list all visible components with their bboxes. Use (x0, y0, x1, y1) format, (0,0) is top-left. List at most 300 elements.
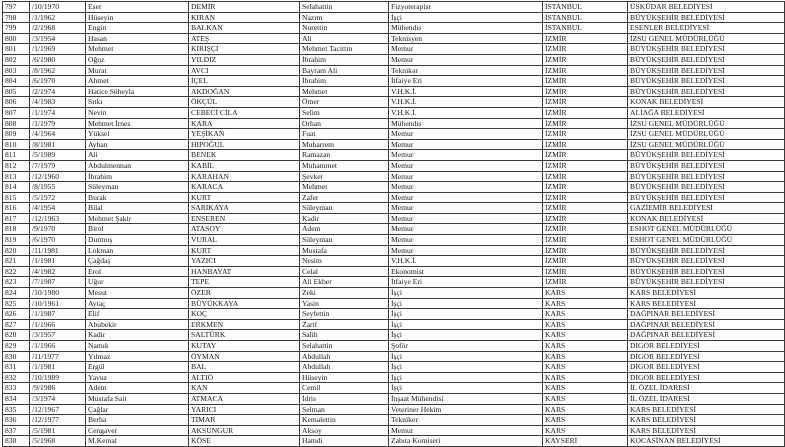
occupation-cell: Memur (389, 139, 543, 150)
first-name-cell: Lokman (86, 245, 189, 256)
first-name-cell: Aytaç (86, 298, 189, 309)
personnel-table-body (3, 2, 785, 447)
province-cell: İZMİR (543, 86, 628, 97)
occupation-cell: V.H.K.İ. (389, 256, 543, 267)
first-name-cell: Cengaver (86, 425, 189, 436)
surname-cell: İÇEL (189, 76, 300, 87)
row-number-cell: 811 (3, 150, 30, 161)
father-name-cell: Hamdi (300, 436, 389, 447)
father-name-cell: Celal (300, 266, 389, 277)
table-row (3, 12, 785, 23)
father-name-cell: Selim (300, 107, 389, 118)
occupation-cell: İşçi (389, 362, 543, 373)
institution-cell: BÜYÜKŞEHİR BELEDİYESİ (628, 160, 785, 171)
first-name-cell: Durmuş (86, 235, 189, 246)
province-cell: KARS (543, 288, 628, 299)
institution-cell: İZSU GENEL MÜDÜRLÜĞÜ (628, 129, 785, 140)
first-name-cell: Çağdaş (86, 256, 189, 267)
occupation-cell: Memur (389, 54, 543, 65)
province-cell: İZMİR (543, 33, 628, 44)
first-name-cell: Murat (86, 65, 189, 76)
surname-cell: DEMİR (189, 2, 300, 13)
institution-cell: BÜYÜKŞEHİR BELEDİYESİ (628, 54, 785, 65)
occupation-cell: İşçi (389, 372, 543, 383)
table-row (3, 362, 785, 373)
birth-date-cell: /1/1966 (30, 319, 86, 330)
table-row (3, 182, 785, 193)
father-name-cell: Süleyman (300, 235, 389, 246)
institution-cell: BÜYÜKŞEHİR BELEDİYESİ (628, 76, 785, 87)
province-cell: İZMİR (543, 139, 628, 150)
surname-cell: BÜYÜKKAYA (189, 298, 300, 309)
father-name-cell: Fuat (300, 129, 389, 140)
occupation-cell: Mühendis (389, 118, 543, 129)
row-number-cell: 821 (3, 256, 30, 267)
institution-cell: İL ÖZEL İDARESİ (628, 383, 785, 394)
surname-cell: KARACA (189, 182, 300, 193)
occupation-cell: Memur (389, 203, 543, 214)
province-cell: İZMİR (543, 192, 628, 203)
row-number-cell: 813 (3, 171, 30, 182)
occupation-cell: Veteriner Hekim (389, 404, 543, 415)
table-row (3, 150, 785, 161)
surname-cell: HIPOĞUL (189, 139, 300, 150)
surname-cell: HANBAYAT (189, 266, 300, 277)
birth-date-cell: /1/1979 (30, 118, 86, 129)
birth-date-cell: /1/1974 (30, 107, 86, 118)
institution-cell: İZSU GENEL MÜDÜRLÜĞÜ (628, 33, 785, 44)
birth-date-cell: /4/1954 (30, 203, 86, 214)
table-row (3, 266, 785, 277)
table-row (3, 107, 785, 118)
birth-date-cell: /8/1962 (30, 65, 86, 76)
table-row (3, 97, 785, 108)
province-cell: İZMİR (543, 107, 628, 118)
father-name-cell: Mehmet (300, 86, 389, 97)
row-number-cell: 807 (3, 107, 30, 118)
institution-cell: DAĞPINAR BELEDİYESİ (628, 309, 785, 320)
surname-cell: YARICI (189, 404, 300, 415)
birth-date-cell: /5/1968 (30, 436, 86, 447)
row-number-cell: 817 (3, 213, 30, 224)
institution-cell: KONAK BELEDİYESİ (628, 213, 785, 224)
province-cell: KARS (543, 383, 628, 394)
institution-cell: KONAK BELEDİYESİ (628, 97, 785, 108)
row-number-cell: 814 (3, 182, 30, 193)
institution-cell: DAĞPINAR BELEDİYESİ (628, 330, 785, 341)
occupation-cell: Tekniker (389, 415, 543, 426)
birth-date-cell: /12/1963 (30, 213, 86, 224)
father-name-cell: Ali (300, 33, 389, 44)
birth-date-cell: /7/1979 (30, 160, 86, 171)
province-cell: KARS (543, 425, 628, 436)
first-name-cell: İbrahim (86, 171, 189, 182)
first-name-cell: M.Kemal (86, 436, 189, 447)
father-name-cell: İdris (300, 393, 389, 404)
institution-cell: BÜYÜKŞEHİR BELEDİYESİ (628, 44, 785, 55)
province-cell: İZMİR (543, 235, 628, 246)
table-row (3, 393, 785, 404)
birth-date-cell: /1/1987 (30, 309, 86, 320)
surname-cell: YILDIZ (189, 54, 300, 65)
father-name-cell: Mehmet Tacittin (300, 44, 389, 55)
province-cell: İZMİR (543, 44, 628, 55)
institution-cell: ÜSKÜDAR BELEDİYESİ (628, 2, 785, 13)
table-row (3, 256, 785, 267)
birth-date-cell: /4/1983 (30, 97, 86, 108)
personnel-table (2, 1, 785, 447)
father-name-cell: Zafer (300, 192, 389, 203)
table-row (3, 235, 785, 246)
father-name-cell: Mehmet (300, 182, 389, 193)
occupation-cell: İşçi (389, 319, 543, 330)
occupation-cell: Memur (389, 129, 543, 140)
birth-date-cell: /8/1981 (30, 139, 86, 150)
institution-cell: DİGOR BELEDİYESİ (628, 372, 785, 383)
row-number-cell: 828 (3, 330, 30, 341)
surname-cell: BALKAN (189, 23, 300, 34)
first-name-cell: Adem (86, 383, 189, 394)
father-name-cell: Selahattin (300, 2, 389, 13)
birth-date-cell: /2/1974 (30, 86, 86, 97)
province-cell: İZMİR (543, 171, 628, 182)
institution-cell: KARS BELEDİYESİ (628, 425, 785, 436)
birth-date-cell: /12/1977 (30, 415, 86, 426)
father-name-cell: Muhammet (300, 160, 389, 171)
surname-cell: SALTÜRK (189, 330, 300, 341)
birth-date-cell: /5/1981 (30, 425, 86, 436)
row-number-cell: 827 (3, 319, 30, 330)
institution-cell: KARS BELEDİYESİ (628, 298, 785, 309)
table-row (3, 76, 785, 87)
birth-date-cell: /2/1968 (30, 23, 86, 34)
row-number-cell: 810 (3, 139, 30, 150)
father-name-cell: Ali Ekber (300, 277, 389, 288)
surname-cell: KUTAY (189, 341, 300, 352)
occupation-cell: İşçi (389, 330, 543, 341)
province-cell: KARS (543, 372, 628, 383)
occupation-cell: Teknisyen (389, 33, 543, 44)
father-name-cell: Ömer (300, 97, 389, 108)
occupation-cell: Memur (389, 150, 543, 161)
province-cell: İZMİR (543, 160, 628, 171)
table-row (3, 277, 785, 288)
birth-date-cell: /5/1989 (30, 150, 86, 161)
birth-date-cell: /6/1980 (30, 54, 86, 65)
first-name-cell: Ali (86, 150, 189, 161)
birth-date-cell: /1/1981 (30, 256, 86, 267)
institution-cell: DAĞPINAR BELEDİYESİ (628, 319, 785, 330)
birth-date-cell: /6/1970 (30, 235, 86, 246)
occupation-cell: Zabıta Komiseri (389, 436, 543, 447)
occupation-cell: Memur (389, 44, 543, 55)
province-cell: KARS (543, 362, 628, 373)
row-number-cell: 797 (3, 2, 30, 13)
surname-cell: ALTIÖ (189, 372, 300, 383)
table-row (3, 351, 785, 362)
surname-cell: BAL (189, 362, 300, 373)
institution-cell: KARS BELEDİYESİ (628, 404, 785, 415)
province-cell: İSTANBUL (543, 2, 628, 13)
institution-cell: BÜYÜKŞEHİR BELEDİYESİ (628, 192, 785, 203)
row-number-cell: 802 (3, 54, 30, 65)
surname-cell: KÖSE (189, 436, 300, 447)
father-name-cell: Aksoy (300, 425, 389, 436)
province-cell: İZMİR (543, 65, 628, 76)
table-row (3, 415, 785, 426)
province-cell: KAYSERİ (543, 436, 628, 447)
occupation-cell: İşçi (389, 351, 543, 362)
row-number-cell: 820 (3, 245, 30, 256)
surname-cell: SARIKAYA (189, 203, 300, 214)
surname-cell: ENSEREN (189, 213, 300, 224)
row-number-cell: 799 (3, 23, 30, 34)
first-name-cell: Nevin (86, 107, 189, 118)
row-number-cell: 801 (3, 44, 30, 55)
province-cell: KARS (543, 330, 628, 341)
first-name-cell: Erol (86, 266, 189, 277)
first-name-cell: Hasan (86, 33, 189, 44)
institution-cell: DİGOR BELEDİYESİ (628, 351, 785, 362)
surname-cell: KAN (189, 383, 300, 394)
province-cell: KARS (543, 309, 628, 320)
birth-date-cell: /1/1969 (30, 44, 86, 55)
occupation-cell: Memur (389, 192, 543, 203)
first-name-cell: Mehmet İrnes (86, 118, 189, 129)
table-row (3, 203, 785, 214)
table-row (3, 436, 785, 447)
surname-cell: ATEŞ (189, 33, 300, 44)
birth-date-cell: /5/1972 (30, 192, 86, 203)
birth-date-cell: /1/1981 (30, 362, 86, 373)
birth-date-cell: /3/1957 (30, 330, 86, 341)
occupation-cell: İşçi (389, 12, 543, 23)
province-cell: İZMİR (543, 277, 628, 288)
birth-date-cell: /4/1982 (30, 266, 86, 277)
table-row (3, 171, 785, 182)
father-name-cell: Şevket (300, 171, 389, 182)
first-name-cell: Uğur (86, 277, 189, 288)
surname-cell: KIRAN (189, 12, 300, 23)
institution-cell: BÜYÜKŞEHİR BELEDİYESİ (628, 266, 785, 277)
row-number-cell: 835 (3, 404, 30, 415)
institution-cell: ALİAĞA BELEDİYESİ (628, 107, 785, 118)
father-name-cell: Nazım (300, 12, 389, 23)
row-number-cell: 803 (3, 65, 30, 76)
birth-date-cell: /10/1989 (30, 372, 86, 383)
institution-cell: KARS BELEDİYESİ (628, 288, 785, 299)
occupation-cell: Memur (389, 235, 543, 246)
first-name-cell: Elif (86, 309, 189, 320)
father-name-cell: Zarif (300, 319, 389, 330)
institution-cell: İZSU GENEL MÜDÜRLÜĞÜ (628, 139, 785, 150)
institution-cell: KOCASİNAN BELEDİYESİ (628, 436, 785, 447)
row-number-cell: 823 (3, 277, 30, 288)
occupation-cell: Memur (389, 224, 543, 235)
occupation-cell: V.H.K.İ. (389, 97, 543, 108)
row-number-cell: 804 (3, 76, 30, 87)
row-number-cell: 830 (3, 351, 30, 362)
occupation-cell: Teknikər (389, 65, 543, 76)
province-cell: İZMİR (543, 129, 628, 140)
birth-date-cell: /3/1954 (30, 33, 86, 44)
row-number-cell: 822 (3, 266, 30, 277)
first-name-cell: Kadir (86, 330, 189, 341)
father-name-cell: Muharrem (300, 139, 389, 150)
first-name-cell: Namık (86, 341, 189, 352)
row-number-cell: 812 (3, 160, 30, 171)
table-row (3, 139, 785, 150)
province-cell: İZMİR (543, 256, 628, 267)
document-page (2, 1, 733, 446)
first-name-cell: Sıtkı (86, 97, 189, 108)
institution-cell: DİGOR BELEDİYESİ (628, 341, 785, 352)
father-name-cell: İbrahim (300, 54, 389, 65)
table-row (3, 65, 785, 76)
table-row (3, 372, 785, 383)
birth-date-cell: /10/1961 (30, 298, 86, 309)
surname-cell: AKDOĞAN (189, 86, 300, 97)
row-number-cell: 806 (3, 97, 30, 108)
surname-cell: KARA (189, 118, 300, 129)
table-row (3, 330, 785, 341)
first-name-cell: Ergül (86, 362, 189, 373)
row-number-cell: 815 (3, 192, 30, 203)
institution-cell: BÜYÜKŞEHİR BELEDİYESİ (628, 12, 785, 23)
row-number-cell: 836 (3, 415, 30, 426)
row-number-cell: 798 (3, 12, 30, 23)
first-name-cell: Mesut (86, 288, 189, 299)
table-row (3, 160, 785, 171)
birth-date-cell: /7/1987 (30, 277, 86, 288)
row-number-cell: 819 (3, 235, 30, 246)
first-name-cell: Ayhan (86, 139, 189, 150)
table-row (3, 288, 785, 299)
institution-cell: İZSU GENEL MÜDÜRLÜĞÜ (628, 118, 785, 129)
first-name-cell: Hüseyin (86, 12, 189, 23)
institution-cell: KARS BELEDİYESİ (628, 415, 785, 426)
occupation-cell: Memur (389, 425, 543, 436)
occupation-cell: İnşaat Mühendisi (389, 393, 543, 404)
province-cell: İZMİR (543, 182, 628, 193)
institution-cell: ESHOT GENEL MÜDÜRLÜĞÜ (628, 235, 785, 246)
father-name-cell: Cemil (300, 383, 389, 394)
first-name-cell: Mehmet Şakir (86, 213, 189, 224)
table-row (3, 404, 785, 415)
first-name-cell: Oğuz (86, 54, 189, 65)
first-name-cell: Çağlar (86, 404, 189, 415)
institution-cell: BÜYÜKŞEHİR BELEDİYESİ (628, 65, 785, 76)
surname-cell: KIRIŞÇI (189, 44, 300, 55)
row-number-cell: 838 (3, 436, 30, 447)
first-name-cell: Mehmet (86, 44, 189, 55)
surname-cell: KABİL (189, 160, 300, 171)
table-row (3, 309, 785, 320)
row-number-cell: 832 (3, 372, 30, 383)
row-number-cell: 829 (3, 341, 30, 352)
institution-cell: BÜYÜKŞEHİR BELEDİYESİ (628, 150, 785, 161)
row-number-cell: 824 (3, 288, 30, 299)
institution-cell: ESHOT GENEL MÜDÜRLÜĞÜ (628, 224, 785, 235)
province-cell: İZMİR (543, 245, 628, 256)
first-name-cell: Mustafa Sait (86, 393, 189, 404)
province-cell: İZMİR (543, 76, 628, 87)
institution-cell: BÜYÜKŞEHİR BELEDİYESİ (628, 182, 785, 193)
occupation-cell: Memur (389, 213, 543, 224)
row-number-cell: 816 (3, 203, 30, 214)
table-row (3, 23, 785, 34)
occupation-cell: İşçi (389, 309, 543, 320)
province-cell: KARS (543, 404, 628, 415)
province-cell: İZMİR (543, 266, 628, 277)
surname-cell: YAZICI (189, 256, 300, 267)
first-name-cell: Yüksel (86, 129, 189, 140)
birth-date-cell: /4/1964 (30, 129, 86, 140)
father-name-cell: İbrahim (300, 76, 389, 87)
surname-cell: KURT (189, 245, 300, 256)
first-name-cell: Yılmaz (86, 351, 189, 362)
father-name-cell: Ramazan (300, 150, 389, 161)
birth-date-cell: /1/1962 (30, 12, 86, 23)
row-number-cell: 825 (3, 298, 30, 309)
first-name-cell: Birol (86, 224, 189, 235)
row-number-cell: 833 (3, 383, 30, 394)
birth-date-cell: /8/1955 (30, 182, 86, 193)
province-cell: KARS (543, 341, 628, 352)
row-number-cell: 834 (3, 393, 30, 404)
surname-cell: VURAL (189, 235, 300, 246)
institution-cell: İL ÖZEL İDARESİ (628, 393, 785, 404)
father-name-cell: Seyfettin (300, 309, 389, 320)
first-name-cell: Berha (86, 415, 189, 426)
first-name-cell: Süleyman (86, 182, 189, 193)
birth-date-cell: /1/1966 (30, 341, 86, 352)
father-name-cell: Hüseyin (300, 372, 389, 383)
table-row (3, 224, 785, 235)
occupation-cell: İşçi (389, 383, 543, 394)
father-name-cell: Kemalettin (300, 415, 389, 426)
birth-date-cell: /6/1970 (30, 76, 86, 87)
first-name-cell: Bilal (86, 203, 189, 214)
surname-cell: ÖZER (189, 288, 300, 299)
father-name-cell: Mustafa (300, 245, 389, 256)
province-cell: İZMİR (543, 203, 628, 214)
father-name-cell: Abdullah (300, 351, 389, 362)
province-cell: İZMİR (543, 118, 628, 129)
surname-cell: TIMAR (189, 415, 300, 426)
surname-cell: CEBECİ CİLA (189, 107, 300, 118)
institution-cell: BÜYÜKŞEHİR BELEDİYESİ (628, 256, 785, 267)
occupation-cell: İtfaiye Eri (389, 277, 543, 288)
occupation-cell: V.H.K.İ. (389, 86, 543, 97)
province-cell: KARS (543, 351, 628, 362)
province-cell: KARS (543, 415, 628, 426)
occupation-cell: Memur (389, 160, 543, 171)
surname-cell: AKSUNGUR (189, 425, 300, 436)
birth-date-cell: /11/1977 (30, 351, 86, 362)
occupation-cell: Memur (389, 182, 543, 193)
surname-cell: KOÇ (189, 309, 300, 320)
table-row (3, 44, 785, 55)
surname-cell: ÖKÇÜL (189, 97, 300, 108)
occupation-cell: Memur (389, 245, 543, 256)
surname-cell: TEPE (189, 277, 300, 288)
father-name-cell: Yasin (300, 298, 389, 309)
province-cell: İZMİR (543, 224, 628, 235)
institution-cell: BÜYÜKŞEHİR BELEDİYESİ (628, 245, 785, 256)
province-cell: KARS (543, 319, 628, 330)
surname-cell: YEŞİKAN (189, 129, 300, 140)
